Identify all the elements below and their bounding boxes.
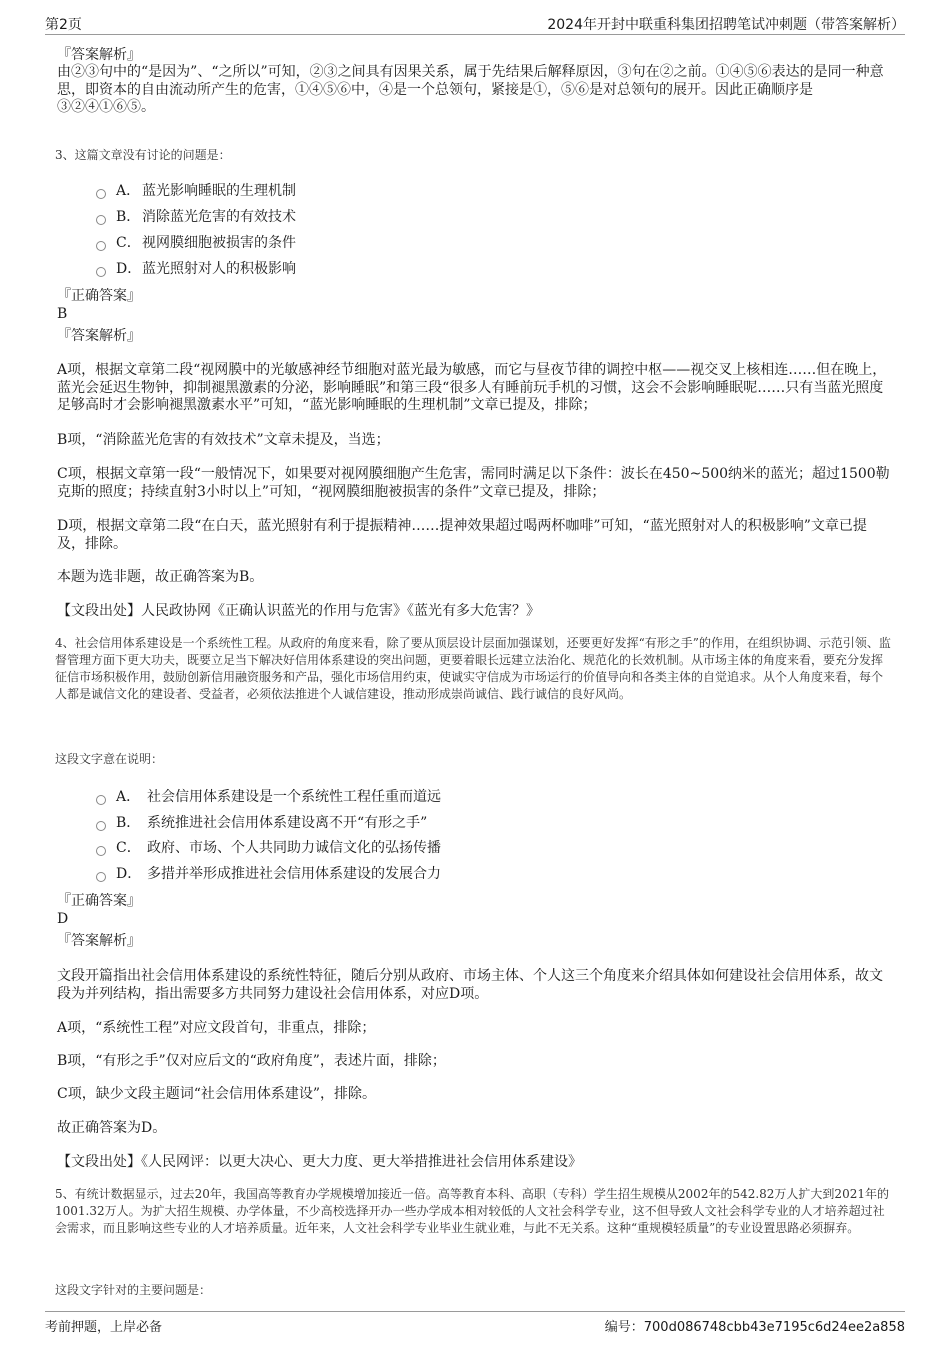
radio-icon[interactable] (96, 267, 106, 277)
document-code: 编号：700d086748cbb43e7195c6d24ee2a858 (604, 1320, 905, 1335)
radio-icon[interactable] (96, 872, 106, 882)
page-footer (45, 1311, 905, 1335)
correct-answer: B (57, 306, 68, 322)
source-citation: 【文段出处】人民政协网《正确认识蓝光的作用与危害》《蓝光有多大危害？》 (57, 603, 540, 619)
q4-option-b[interactable]: B． 系统推进社会信用体系建设离不开“有形之手” (96, 814, 427, 832)
q4-option-a[interactable]: A． 社会信用体系建设是一个系统性工程任重而道远 (96, 788, 441, 806)
radio-icon[interactable] (96, 821, 106, 831)
analysis-text: 由②③句中的“是因为”、“之所以”可知，②③之间具有因果关系，属于先结果后解释原因，③句在②之前。①④⑤⑥表达的是同一种意思，即资本的自由流动所产生的危害，①④⑤⑥中，④是一个总领句，紧接是①，⑤⑥是对总领句的展开。因此正确顺序是③②④①⑥⑤。 (57, 64, 884, 115)
document-title: 2024年开封中联重科集团招聘笔试冲刺题（带答案解析） (547, 17, 905, 33)
radio-icon[interactable] (96, 189, 106, 199)
analysis-paragraph: A项，“系统性工程”对应文段首句，非重点，排除； (57, 1020, 376, 1036)
analysis-paragraph: B项，“有形之手”仅对应后文的“政府角度”，表述片面，排除； (57, 1053, 446, 1069)
analysis-label: 『答案解析』 (57, 328, 141, 344)
analysis-paragraph: D项，根据文章第二段“在白天，蓝光照射有利于提振精神……提神效果超过喝两杯咖啡”可知，“蓝光照射对人的积极影响”文章已提及，排除。 (57, 518, 867, 552)
analysis-paragraph: B项，“消除蓝光危害的有效技术”文章未提及，当选； (57, 432, 390, 448)
source-citation: 【文段出处】《人民网评：以更大决心、更大力度、更大举措推进社会信用体系建设》 (57, 1154, 582, 1170)
correct-answer-label: 『正确答案』 (57, 893, 141, 909)
analysis-label: 『答案解析』 (57, 47, 141, 63)
radio-icon[interactable] (96, 215, 106, 225)
question-3: 3、这篇文章没有讨论的问题是： (55, 148, 231, 162)
q3-option-c[interactable]: C． 视网膜细胞被损害的条件 (96, 234, 296, 252)
analysis-label: 『答案解析』 (57, 933, 141, 949)
q4-option-c[interactable]: C． 政府、市场、个人共同助力诚信文化的弘扬传播 (96, 839, 441, 857)
analysis-paragraph: 文段开篇指出社会信用体系建设的系统性特征，随后分别从政府、市场主体、个人这三个角度来介绍具体如何建设社会信用体系，故文段为并列结构，指出需要多方共同努力建设社会信用体系，对应D项。 (57, 968, 883, 1002)
page-header (45, 12, 905, 35)
question-5: 5、有统计数据显示，过去20年，我国高等教育办学规模增加接近一倍。高等教育本科、高职（专科）学生招生规模从2002年的542.82万人扩大到2021年的1001.32万人。为扩大招生规模、办学体量，不少高校选择开办一些办学成本相对较低的人文社会科学专业，这不但导致人文社会科学专业的人才培养超过社会需求，而且影响这些专业的人才培养质量。近年来，人文社会科学专业毕业生就业难，与此不无关系。这种“重规模轻质量”的专业设置思路必须摒弃。 (55, 1187, 889, 1235)
q4-option-d[interactable]: D． 多措并举形成推进社会信用体系建设的发展合力 (96, 865, 441, 883)
q3-option-b[interactable]: B． 消除蓝光危害的有效技术 (96, 208, 296, 226)
q3-option-d[interactable]: D． 蓝光照射对人的积极影响 (96, 260, 296, 278)
analysis-conclusion: 本题为选非题，故正确答案为B。 (57, 569, 264, 585)
correct-answer: D (57, 911, 69, 927)
analysis-paragraph: C项，根据文章第一段“一般情况下，如果要对视网膜细胞产生危害，需同时满足以下条件：波长在450~500纳米的蓝光；超过1500勒克斯的照度；持续直射3小时以上”可知，“视网膜细胞被损害的条件”文章已提及，排除； (57, 466, 890, 500)
question-5-prompt: 这段文字针对的主要问题是： (55, 1283, 212, 1297)
footer-slogan: 考前押题，上岸必备 (45, 1320, 163, 1335)
radio-icon[interactable] (96, 795, 106, 805)
correct-answer-label: 『正确答案』 (57, 288, 141, 304)
page-number: 第2页 (45, 17, 82, 33)
radio-icon[interactable] (96, 846, 106, 856)
analysis-paragraph: A项，根据文章第二段“视网膜中的光敏感神经节细胞对蓝光最为敏感，而它与昼夜节律的调控中枢——视交叉上核相连……但在晚上，蓝光会延迟生物钟，抑制褪黑激素的分泌，影响睡眠”和第三段“很多人有睡前玩手机的习惯，这会不会影响睡眠呢……只有当蓝光照度足够高时才会影响褪黑激素水平”可知，“蓝光影响睡眠的生理机制”文章已提及，排除； (57, 362, 887, 413)
question-4: 4、社会信用体系建设是一个系统性工程。从政府的角度来看，除了要从顶层设计层面加强谋划，还要更好发挥“有形之手”的作用，在组织协调、示范引领、监督管理方面下更大功夫，既要立足当下解决好信用体系建设的突出问题，更要着眼长远建立法治化、规范化的长效机制。从市场主体的角度来看，要充分发挥征信市场积极作用，鼓励创新信用融资服务和产品，强化市场信用约束，使诚实守信成为市场运行的价值导向和各类主体的自觉追求。从个人角度来看，每个人都是诚信文化的建设者、受益者，必须依法推进个人诚信建设，推动形成崇尚诚信、践行诚信的良好风尚。 (55, 636, 891, 701)
question-4-prompt: 这段文字意在说明： (55, 752, 164, 766)
radio-icon[interactable] (96, 241, 106, 251)
analysis-conclusion: 故正确答案为D。 (57, 1120, 167, 1136)
analysis-paragraph: C项，缺少文段主题词“社会信用体系建设”，排除。 (57, 1086, 377, 1102)
q3-option-a[interactable]: A． 蓝光影响睡眠的生理机制 (96, 182, 296, 200)
